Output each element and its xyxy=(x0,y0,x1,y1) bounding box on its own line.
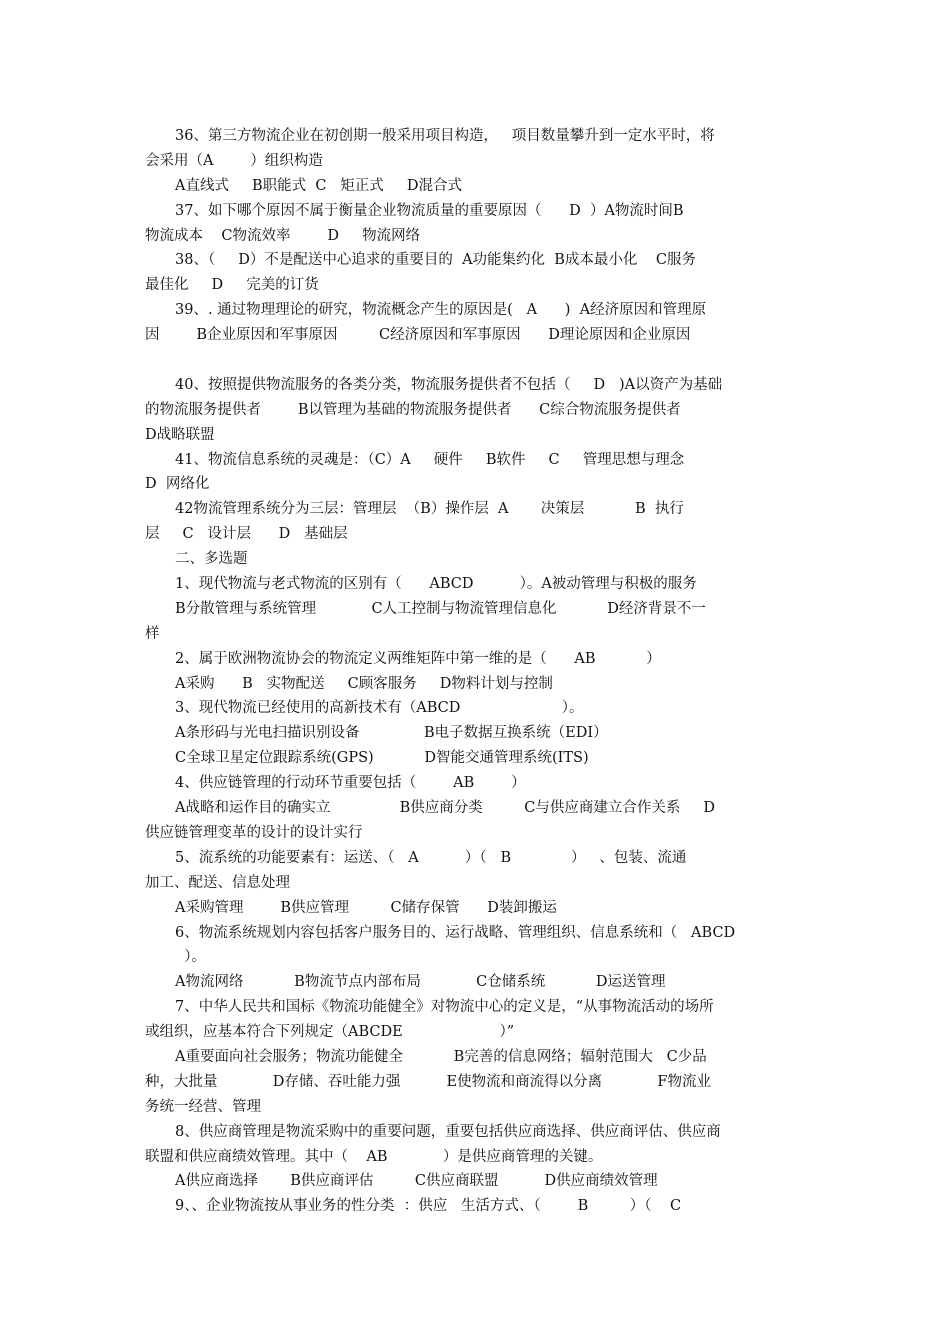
text-line: 样 xyxy=(145,625,160,642)
text-line: 1、现代物流与老式物流的区别有（ ABCD ）。A被动管理与积极的服务 xyxy=(175,576,697,593)
text-line: 40、按照提供物流服务的各类分类，物流服务提供者不包括（ D )A以资产为基础 xyxy=(175,376,723,393)
text-line: 41、物流信息系统的灵魂是：（C）A 硬件 B软件 C 管理思想与理念 xyxy=(175,451,685,468)
text-line: A条形码与光电扫描识别设备 B电子数据互换系统（EDI） xyxy=(175,725,608,742)
text-line: 2、属于欧洲物流协会的物流定义两维矩阵中第一维的是（ AB ） xyxy=(175,650,661,667)
text-line: A物流网络 B物流节点内部布局 C仓储系统 D运送管理 xyxy=(175,974,666,991)
text-line: A重要面向社会服务；物流功能健全 B完善的信息网络；辐射范围大 C少品 xyxy=(175,1048,707,1065)
text-line: 种，大批量 D存储、吞吐能力强 E使物流和商流得以分离 F物流业 xyxy=(145,1073,711,1090)
text-line: 37、如下哪个原因不属于衡量企业物流质量的重要原因（ D ）A物流时间B xyxy=(175,202,684,219)
text-line: 会采用（A ）组织构造 xyxy=(145,152,323,169)
text-line: D 网络化 xyxy=(145,476,210,493)
text-line: 9、、企业物流按从事业务的性分类 ：供应 生活方式、（ B ）（ C xyxy=(175,1198,682,1215)
text-line: 联盟和供应商绩效管理。其中（ AB ）是供应商管理的关键。 xyxy=(145,1148,603,1165)
section-heading: 二、多选题 xyxy=(175,551,248,568)
text-line: 36、第三方物流企业在初创期一般采用项目构造， 项目数量攀升到一定水平时，将 xyxy=(175,128,715,144)
blank-line xyxy=(145,348,810,373)
text-line: 4、供应链管理的行动环节重要包括（ AB ） xyxy=(175,775,526,792)
text-line: 39、. 通过物理理论的研究，物流概念产生的原因是( A ) A经济原因和管理原 xyxy=(175,302,707,319)
text-line: 8、供应商管理是物流采购中的重要问题，重要包括供应商选择、供应商评估、供应商 xyxy=(175,1123,721,1140)
text-line: 6、物流系统规划内容包括客户服务目的、运行战略、管理组织、信息系统和（ ABCD xyxy=(175,924,736,941)
text-line: C全球卫星定位跟踪系统(GPS) D智能交通管理系统(ITS) xyxy=(175,750,589,767)
text-line: 物流成本 C物流效率 D 物流网络 xyxy=(145,227,421,244)
text-line: ）。 xyxy=(175,949,206,966)
text-line: 供应链管理变革的设计的设计实行 xyxy=(145,824,363,841)
text-line: A采购管理 B供应管理 C储存保管 D装卸搬运 xyxy=(175,899,557,916)
text-line: 的物流服务提供者 B以管理为基础的物流服务提供者 C综合物流服务提供者 xyxy=(145,401,681,418)
text-line: A供应商选择 B供应商评估 C供应商联盟 D供应商绩效管理 xyxy=(175,1173,658,1190)
text-line: 务统一经营、管理 xyxy=(145,1098,261,1115)
text-line: 42物流管理系统分为三层：管理层 （B）操作层 A 决策层 B 执行 xyxy=(175,501,684,518)
text-line: A战略和运作目的确实立 B供应商分类 C与供应商建立合作关系 D xyxy=(175,800,716,817)
text-line: 因 B企业原因和军事原因 C经济原因和军事原因 D理论原因和企业原因 xyxy=(145,327,691,344)
document-body xyxy=(145,124,810,1219)
text-line: 或组织，应基本符合下列规定（ABCDE ）” xyxy=(145,1024,515,1041)
text-line: 38、（ D）不是配送中心追求的重要目的 A功能集约化 B成本最小化 C服务 xyxy=(175,252,696,269)
text-line: 7、中华人民共和国标《物流功能健全》对物流中心的定义是，“从事物流活动的场所 xyxy=(175,999,714,1016)
text-line: 3、现代物流已经使用的高新技术有（ABCD ）。 xyxy=(175,700,584,717)
text-line: B分散管理与系统管理 C人工控制与物流管理信息化 D经济背景不一 xyxy=(175,600,706,617)
text-line: A采购 B 实物配送 C顾客服务 D物料计划与控制 xyxy=(175,675,553,692)
text-line: 5、流系统的功能要素有：运送、（ A ）（ B ） 、包装、流通 xyxy=(175,849,687,866)
text-line: A直线式 B职能式 C 矩正式 D混合式 xyxy=(175,177,462,194)
text-line: 层 C 设计层 D 基础层 xyxy=(145,526,348,543)
text-line: 加工、配送、信息处理 xyxy=(145,874,290,891)
text-line: 最佳化 D 完美的订货 xyxy=(145,277,319,294)
text-line: D战略联盟 xyxy=(145,426,215,443)
